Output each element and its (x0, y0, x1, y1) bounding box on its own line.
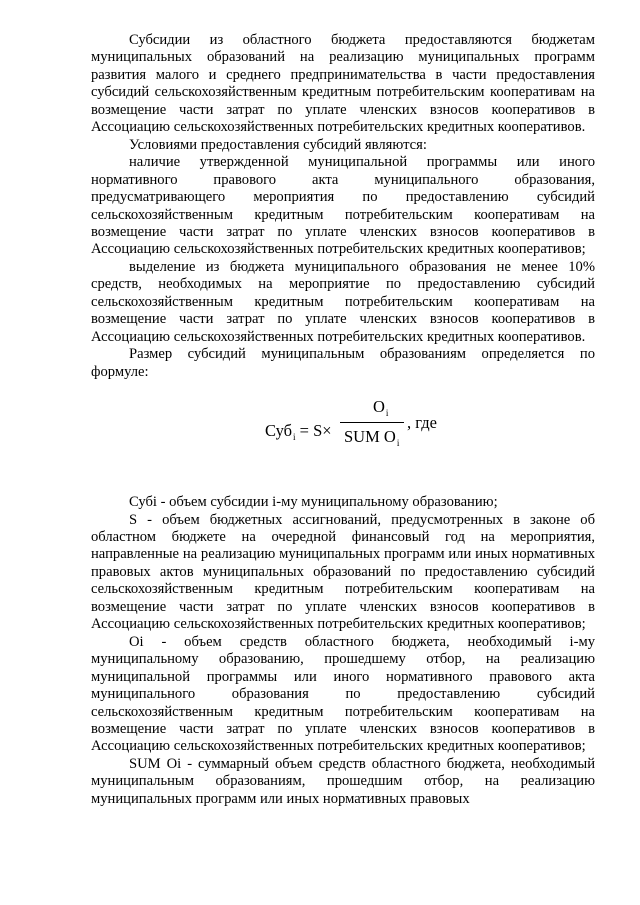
formula-denominator-subscript: i (396, 438, 400, 449)
formula-denominator (344, 428, 399, 452)
formula-lhs-symbol: Суб (265, 421, 293, 441)
document-page (91, 32, 595, 808)
fraction-bar (340, 422, 404, 423)
conditions-heading: Условиями предоставления субсидий являются: (129, 136, 427, 153)
definition-oi: Oi - объем средств областного бюджета, необходимый i-му муниципальному образованию, прошедшему отбор, на реализацию муниципальной программы или иного нормативного правового акта муниципального образования по предоставлению субсидий сельскохозяйственным кредитным потребительским кооперативам на возмещение части затрат по уплате членских взносов кооперативов в Ассоциацию сельскохозяйственных потребительских кредитных кооперативов; (91, 633, 595, 755)
definition-sum-oi: SUM Oi - суммарный объем средств областного бюджета, необходимый муниципальным образованиям, прошедшим отбор, на реализацию муниципальных программ или иных нормативных правовых (91, 755, 595, 807)
formula-numerator-subscript: i (385, 408, 389, 419)
subsidy-formula (91, 396, 595, 478)
formula-denominator-symbol: SUM O (344, 427, 396, 447)
definition-sub: Субi - объем субсидии i-му муниципальному образованию; (129, 494, 498, 511)
formula-numerator-symbol: O (373, 397, 385, 417)
condition-paragraph-2: выделение из бюджета муниципального образования не менее 10% средств, необходимых на мероприятие по предоставлению субсидий сельскохозяйственным кредитным потребительским кооперативам на возмещение части затрат по уплате членских взносов кооперативов в Ассоциацию сельскохозяйственных потребительских кредитных кооперативов. (91, 258, 595, 345)
intro-paragraph: Субсидии из областного бюджета предоставляются бюджетам муниципальных образований на реализацию муниципальных программ развития малого и среднего предпринимательства в части предоставления субсидий сельскохозяйственным кредитным потребительским кооперативам на возмещение части затрат по уплате членских взносов кооперативов в Ассоциацию сельскохозяйственных потребительских кредитных кооперативов. (91, 32, 595, 136)
condition-paragraph-1: наличие утвержденной муниципальной программы или иного нормативного правового акта муниципального образования, предусматривающего мероприятия по предоставлению субсидий сельскохозяйственным кредитным потребительским кооперативам на возмещение части затрат по уплате членских взносов кооперативов в Ассоциацию сельскохозяйственных потребительских кредитных кооперативов; (91, 154, 595, 258)
definition-s: S - объем бюджетных ассигнований, предусмотренных в законе об областном бюджете на очередной финансовый год на мероприятия, направленные на реализацию муниципальных программ или иных нормативных правовых актов муниципальных образований по предоставлению субсидий сельскохозяйственным кредитным потребительским кооперативам на возмещение части затрат по уплате членских взносов кооперативов в Ассоциацию сельскохозяйственных потребительских кредитных кооперативов; (91, 511, 595, 633)
formula-intro-paragraph: Размер субсидий муниципальным образованиям определяется по формуле: (91, 346, 595, 380)
formula-numerator (373, 398, 388, 422)
formula-lhs (265, 422, 332, 446)
formula-lhs-subscript: i (293, 432, 296, 443)
formula-tail: , где (407, 413, 437, 433)
formula-equals-s: = S× (295, 421, 332, 441)
